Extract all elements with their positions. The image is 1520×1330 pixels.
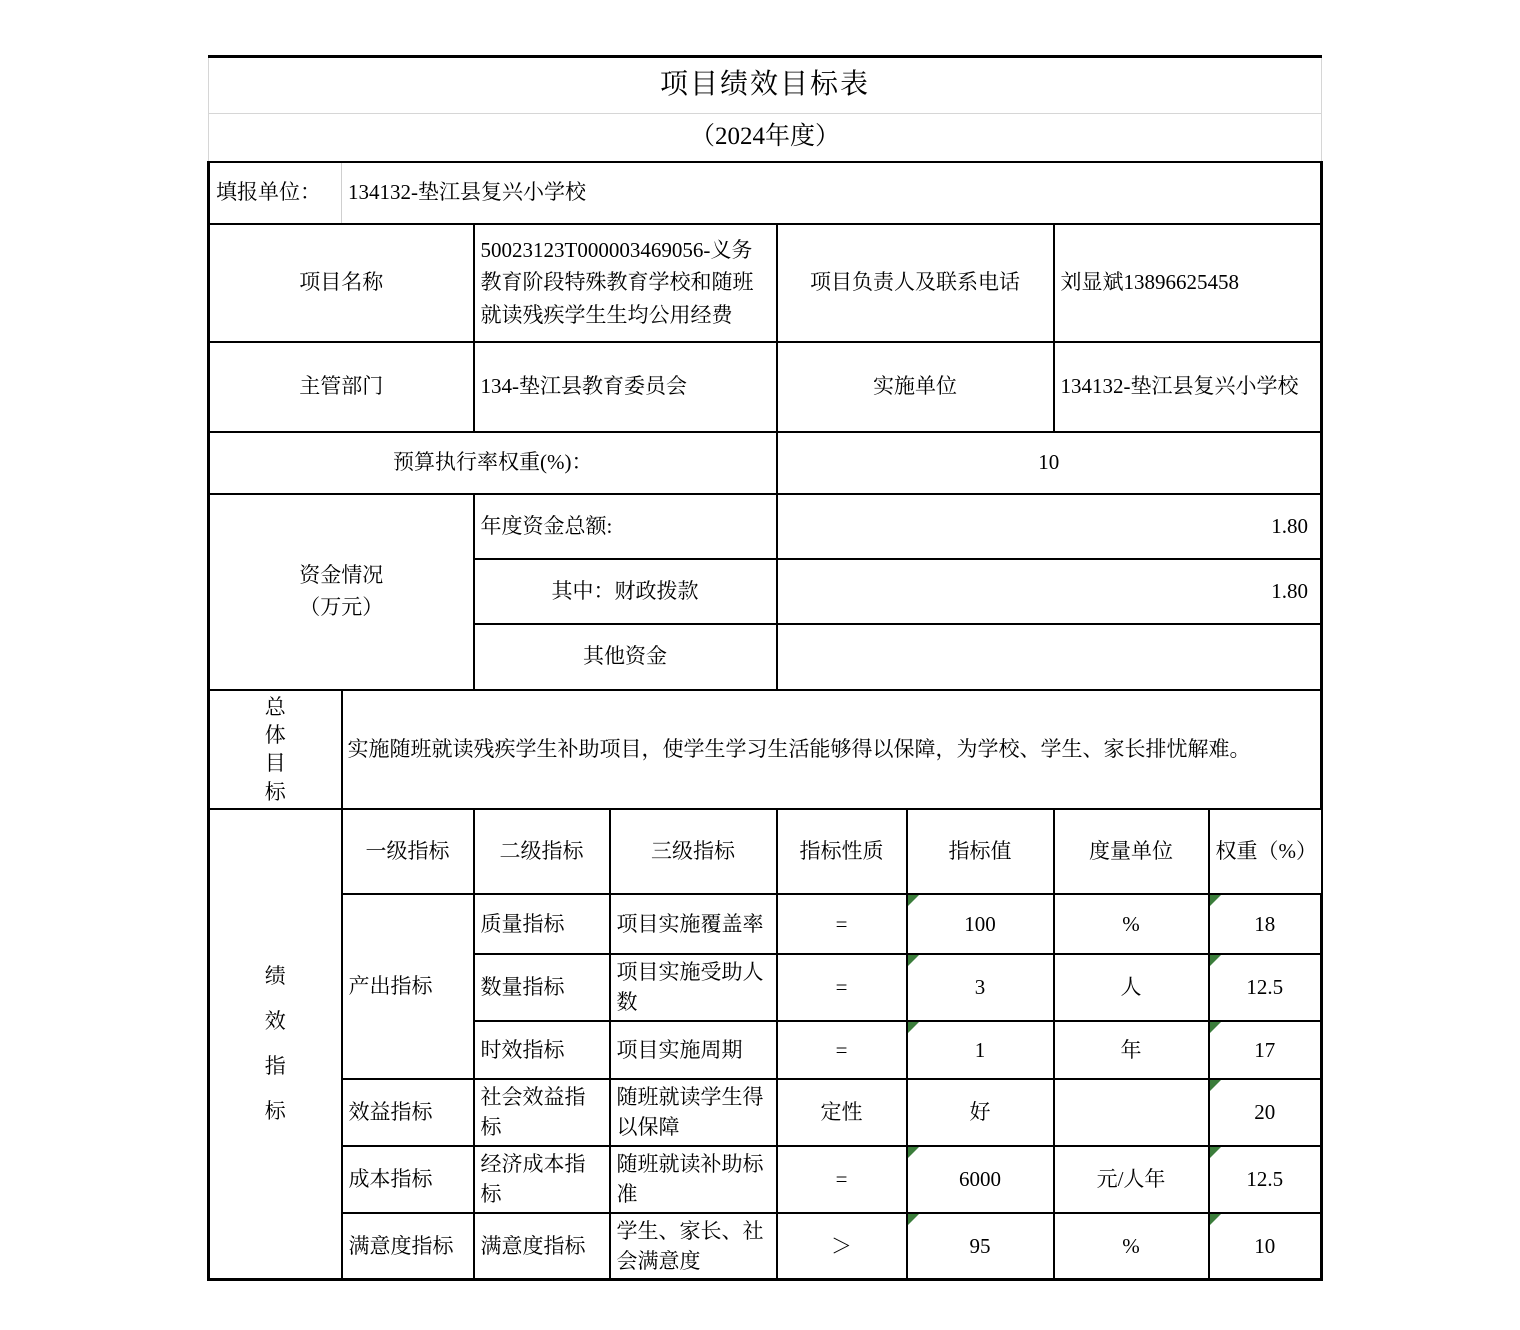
table-row: [209, 57, 1322, 114]
table-row: [209, 432, 1322, 494]
indicator-unit: %: [1054, 1213, 1209, 1280]
error-flag-icon: [1210, 1022, 1221, 1033]
filing-unit-label: 填报单位：: [209, 162, 342, 224]
overall-goal-text: 实施随班就读残疾学生补助项目，使学生学习生活能够得以保障，为学校、学生、家长排忧解难。: [342, 690, 1322, 809]
error-flag-icon: [908, 1147, 919, 1158]
indicator-level1: 成本指标: [342, 1146, 474, 1213]
indicator-level3: 项目实施周期: [610, 1021, 777, 1079]
indicator-nature: ＞: [777, 1213, 907, 1280]
indicator-unit: %: [1054, 894, 1209, 954]
indicator-level2: 经济成本指标: [474, 1146, 610, 1213]
error-flag-icon: [908, 1022, 919, 1033]
indicator-weight: 17: [1209, 1021, 1322, 1079]
header-value: 指标值: [907, 809, 1054, 894]
indicator-nature: =: [777, 1146, 907, 1213]
table-row: [209, 809, 1322, 894]
indicator-nature: 定性: [777, 1079, 907, 1146]
page-title: 项目绩效目标表: [209, 57, 1322, 114]
funds-fiscal-value: 1.80: [777, 559, 1322, 624]
table-row: [209, 224, 1322, 342]
table-row: [209, 114, 1322, 162]
funds-group-line2: （万元）: [299, 594, 384, 619]
indicator-level3: 随班就读补助标准: [610, 1146, 777, 1213]
funds-total-value: 1.80: [777, 494, 1322, 559]
project-leader-label: 项目负责人及联系电话: [777, 224, 1054, 342]
funds-other-value: [777, 624, 1322, 690]
indicator-value: 100: [907, 894, 1054, 954]
header-level3: 三级指标: [610, 809, 777, 894]
table-row: [209, 894, 1322, 954]
table-row: [209, 690, 1322, 809]
indicator-level1: 效益指标: [342, 1079, 474, 1146]
indicator-value: 95: [907, 1213, 1054, 1280]
indicator-value: 好: [907, 1079, 1054, 1146]
indicator-level1: 产出指标: [342, 894, 474, 1079]
indicators-group-label-cell: [209, 809, 342, 1280]
performance-target-table: [207, 55, 1323, 1281]
filing-unit-value: 134132-垫江县复兴小学校: [342, 162, 1322, 224]
indicator-weight: 12.5: [1209, 954, 1322, 1021]
indicator-level3: 项目实施受助人数: [610, 954, 777, 1021]
funds-other-label: 其他资金: [474, 624, 777, 690]
budget-rate-label: 预算执行率权重(%)：: [209, 432, 777, 494]
error-flag-icon: [1210, 1214, 1221, 1225]
indicator-nature: =: [777, 1021, 907, 1079]
indicator-level2: 时效指标: [474, 1021, 610, 1079]
indicator-weight: 20: [1209, 1079, 1322, 1146]
impl-unit-label: 实施单位: [777, 342, 1054, 432]
header-nature: 指标性质: [777, 809, 907, 894]
indicator-value: 1: [907, 1021, 1054, 1079]
impl-unit-value: 134132-垫江县复兴小学校: [1054, 342, 1322, 432]
error-flag-icon: [1210, 955, 1221, 966]
table-row: [209, 494, 1322, 559]
table-row: [209, 1146, 1322, 1213]
indicator-level1: 满意度指标: [342, 1213, 474, 1280]
indicator-level3: 学生、家长、社会满意度: [610, 1213, 777, 1280]
spreadsheet-print-area: [207, 55, 1323, 1281]
indicator-unit: 元/人年: [1054, 1146, 1209, 1213]
indicator-value: 3: [907, 954, 1054, 1021]
project-leader-value: 刘显斌13896625458: [1054, 224, 1322, 342]
indicator-unit: 年: [1054, 1021, 1209, 1079]
indicator-level2: 满意度指标: [474, 1213, 610, 1280]
indicator-level3: 随班就读学生得以保障: [610, 1079, 777, 1146]
funds-fiscal-label: 其中：财政拨款: [474, 559, 777, 624]
indicator-level3: 项目实施覆盖率: [610, 894, 777, 954]
table-row: [209, 1213, 1322, 1280]
dept-value: 134-垫江县教育委员会: [474, 342, 777, 432]
header-level2: 二级指标: [474, 809, 610, 894]
page-subtitle: （2024年度）: [209, 114, 1322, 162]
error-flag-icon: [1210, 895, 1221, 906]
indicator-value: 6000: [907, 1146, 1054, 1213]
indicator-unit: 人: [1054, 954, 1209, 1021]
table-row: [209, 162, 1322, 224]
header-weight: 权重（%）: [1209, 809, 1322, 894]
indicator-weight: 12.5: [1209, 1146, 1322, 1213]
indicator-level2: 数量指标: [474, 954, 610, 1021]
project-name-value: 50023123T000003469056-义务教育阶段特殊教育学校和随班就读残疾学生生均公用经费: [474, 224, 777, 342]
header-level1: 一级指标: [342, 809, 474, 894]
dept-label: 主管部门: [209, 342, 474, 432]
indicator-weight: 18: [1209, 894, 1322, 954]
error-flag-icon: [1210, 1080, 1221, 1091]
error-flag-icon: [1210, 1147, 1221, 1158]
indicator-unit: [1054, 1079, 1209, 1146]
error-flag-icon: [908, 1214, 919, 1225]
header-unit: 度量单位: [1054, 809, 1209, 894]
error-flag-icon: [908, 955, 919, 966]
overall-goal-label: 总体目标: [264, 694, 286, 804]
funds-total-label: 年度资金总额:: [474, 494, 777, 559]
project-name-label: 项目名称: [209, 224, 474, 342]
indicator-weight: 10: [1209, 1213, 1322, 1280]
indicator-level2: 社会效益指标: [474, 1079, 610, 1146]
indicators-group-label: 绩效指标: [264, 963, 286, 1124]
budget-rate-value: 10: [777, 432, 1322, 494]
table-row: [209, 342, 1322, 432]
error-flag-icon: [908, 895, 919, 906]
table-row: [209, 1079, 1322, 1146]
funds-group-line1: 资金情况: [299, 563, 384, 587]
indicator-nature: =: [777, 894, 907, 954]
funds-group-label: [209, 494, 474, 690]
indicator-nature: =: [777, 954, 907, 1021]
overall-goal-label-cell: [209, 690, 342, 809]
indicator-level2: 质量指标: [474, 894, 610, 954]
